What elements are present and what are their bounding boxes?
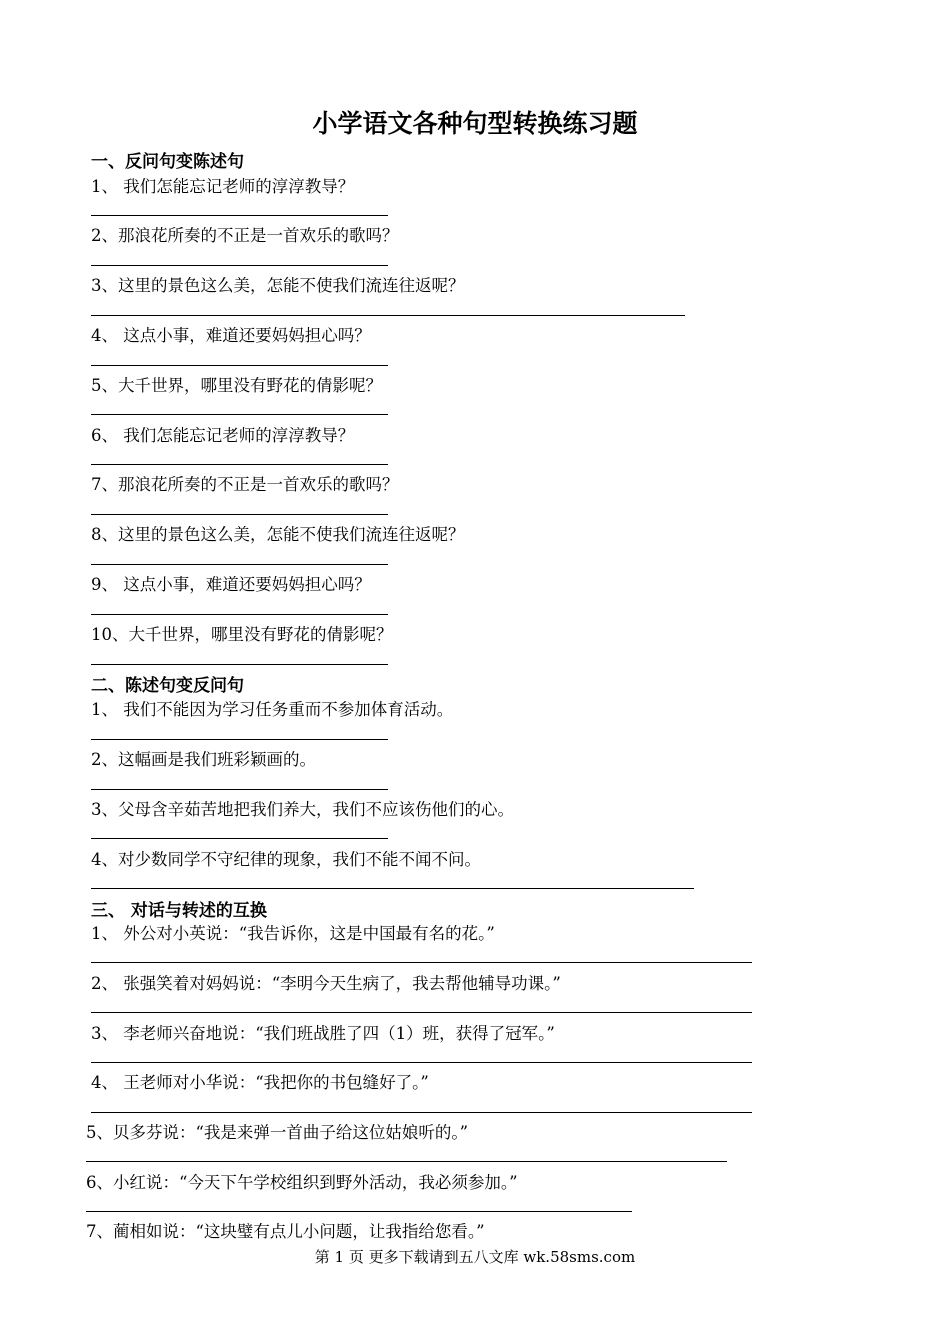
question-1-2: 2、那浪花所奏的不正是一首欢乐的歌吗？	[91, 226, 399, 245]
question-3-3: 3、 李老师兴奋地说：“我们班战胜了四（1）班，获得了冠军。”	[91, 1024, 555, 1043]
question-1-9: 9、 这点小事，难道还要妈妈担心吗？	[91, 575, 371, 594]
answer-line[interactable]	[91, 1112, 752, 1113]
question-3-6: 6、小红说：“今天下午学校组织到野外活动，我必须参加。”	[86, 1173, 518, 1192]
question-3-5: 5、贝多芬说：“我是来弹一首曲子给这位姑娘听的。”	[86, 1123, 469, 1142]
question-2-3: 3、父母含辛茹苦地把我们养大，我们不应该伤他们的心。	[91, 800, 514, 819]
answer-line[interactable]	[91, 888, 694, 889]
answer-line[interactable]	[91, 1062, 752, 1063]
answer-line[interactable]	[91, 414, 388, 415]
answer-line[interactable]	[91, 739, 388, 740]
question-1-6: 6、 我们怎能忘记老师的淳淳教导？	[91, 426, 355, 445]
answer-line[interactable]	[91, 962, 752, 963]
section-heading-2: 二、陈述句变反问句	[91, 676, 244, 696]
section-heading-1: 一、反问句变陈述句	[91, 152, 244, 172]
page-title: 小学语文各种句型转换练习题	[312, 109, 638, 138]
question-1-5: 5、大千世界，哪里没有野花的倩影呢？	[91, 376, 382, 395]
question-1-4: 4、 这点小事，难道还要妈妈担心吗？	[91, 326, 371, 345]
question-1-8: 8、这里的景色这么美，怎能不使我们流连往返呢？	[91, 525, 465, 544]
question-1-10: 10、大千世界，哪里没有野花的倩影呢？	[91, 625, 393, 644]
answer-line[interactable]	[91, 789, 388, 790]
question-3-7: 7、蔺相如说：“这块璧有点儿小问题，让我指给您看。”	[86, 1222, 485, 1241]
answer-line[interactable]	[91, 664, 388, 665]
question-1-7: 7、那浪花所奏的不正是一首欢乐的歌吗？	[91, 475, 399, 494]
answer-line[interactable]	[91, 1012, 752, 1013]
answer-line[interactable]	[91, 315, 685, 316]
answer-line[interactable]	[91, 365, 388, 366]
page-footer: 第 1 页 更多下载请到五八文库 wk.58sms.com	[314, 1248, 636, 1266]
answer-line[interactable]	[86, 1161, 727, 1162]
section-heading-3: 三、 对话与转述的互换	[91, 901, 267, 921]
answer-line[interactable]	[91, 265, 388, 266]
question-1-3: 3、这里的景色这么美，怎能不使我们流连往返呢？	[91, 276, 465, 295]
answer-line[interactable]	[91, 514, 388, 515]
answer-line[interactable]	[86, 1211, 632, 1212]
answer-line[interactable]	[91, 215, 388, 216]
answer-line[interactable]	[91, 614, 388, 615]
answer-line[interactable]	[91, 564, 388, 565]
answer-line[interactable]	[91, 464, 388, 465]
answer-line[interactable]	[91, 838, 388, 839]
question-2-1: 1、 我们不能因为学习任务重而不参加体育活动。	[91, 700, 454, 719]
question-3-1: 1、 外公对小英说：“我告诉你，这是中国最有名的花。”	[91, 924, 495, 943]
question-3-4: 4、 王老师对小华说：“我把你的书包缝好了。”	[91, 1073, 429, 1092]
question-1-1: 1、 我们怎能忘记老师的淳淳教导？	[91, 177, 355, 196]
question-2-4: 4、对少数同学不守纪律的现象，我们不能不闻不问。	[91, 850, 481, 869]
question-3-2: 2、 张强笑着对妈妈说：“李明今天生病了，我去帮他辅导功课。”	[91, 974, 561, 993]
question-2-2: 2、这幅画是我们班彩颖画的。	[91, 750, 316, 769]
